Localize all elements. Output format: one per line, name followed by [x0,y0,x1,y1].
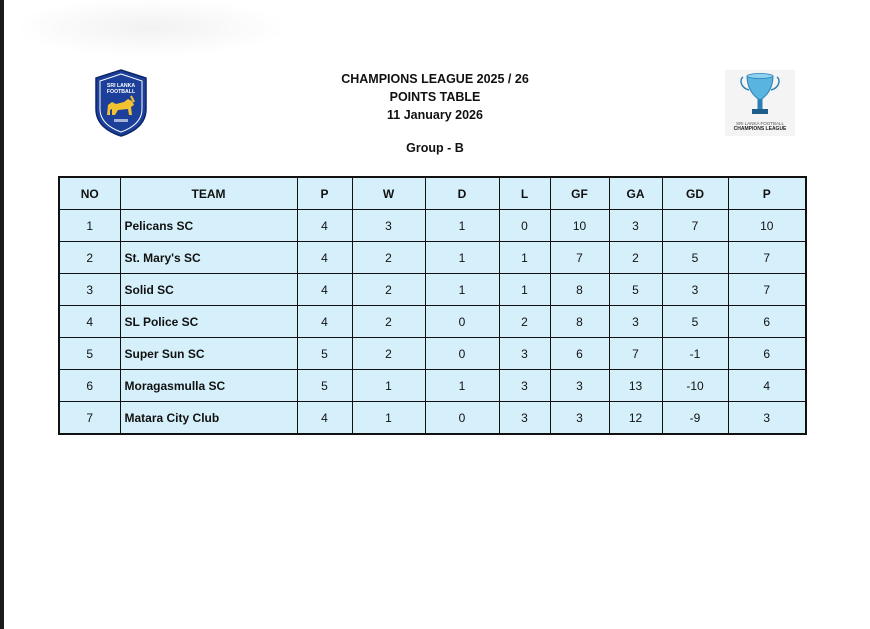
col-header-team: TEAM [120,177,297,210]
cell-no: 4 [59,306,120,338]
cell-points: 3 [728,402,806,435]
cell-points: 6 [728,338,806,370]
cell-goals-against: 7 [609,338,662,370]
photo-smudge [20,0,280,55]
cell-team: Super Sun SC [120,338,297,370]
cell-played: 4 [297,274,352,306]
cell-played: 5 [297,338,352,370]
points-table [58,176,807,435]
cell-team: Matara City Club [120,402,297,435]
cell-points: 7 [728,274,806,306]
cell-goals-for: 3 [550,370,609,402]
cell-goal-diff: 5 [662,306,728,338]
cell-goals-against: 3 [609,306,662,338]
group-label: Group - B [406,141,464,155]
cell-goal-diff: 5 [662,242,728,274]
table-row [59,306,806,338]
col-header-goal-diff: GD [662,177,728,210]
col-header-goals-against: GA [609,177,662,210]
cell-goals-against: 13 [609,370,662,402]
cell-team: Moragasmulla SC [120,370,297,402]
champions-league-trophy-icon [725,70,795,136]
cell-goals-against: 3 [609,210,662,242]
cell-goals-for: 6 [550,338,609,370]
table-row [59,402,806,435]
cell-drawn: 1 [425,370,499,402]
cell-goals-for: 8 [550,274,609,306]
cell-team: SL Police SC [120,306,297,338]
cell-won: 2 [352,274,425,306]
cell-points: 10 [728,210,806,242]
cell-goal-diff: -10 [662,370,728,402]
cell-won: 1 [352,370,425,402]
cell-goal-diff: 7 [662,210,728,242]
cell-won: 1 [352,402,425,435]
cell-team: Pelicans SC [120,210,297,242]
cell-goals-for: 10 [550,210,609,242]
cell-points: 7 [728,242,806,274]
table-row [59,370,806,402]
cell-lost: 3 [499,402,550,435]
page-title: CHAMPIONS LEAGUE 2025 / 26 [341,72,529,86]
cell-no: 3 [59,274,120,306]
cell-lost: 0 [499,210,550,242]
cell-goal-diff: -9 [662,402,728,435]
table-row [59,338,806,370]
cell-no: 1 [59,210,120,242]
cell-points: 4 [728,370,806,402]
cell-played: 4 [297,242,352,274]
crest-text-line2: FOOTBALL [106,89,136,95]
table-row [59,242,806,274]
col-header-played: P [297,177,352,210]
cell-goals-against: 12 [609,402,662,435]
cell-won: 2 [352,242,425,274]
cell-won: 2 [352,306,425,338]
col-header-lost: L [499,177,550,210]
cell-lost: 3 [499,338,550,370]
cell-lost: 2 [499,306,550,338]
col-header-drawn: D [425,177,499,210]
cell-goal-diff: 3 [662,274,728,306]
cell-played: 4 [297,306,352,338]
cell-team: Solid SC [120,274,297,306]
cell-lost: 3 [499,370,550,402]
cell-drawn: 0 [425,306,499,338]
cell-points: 6 [728,306,806,338]
cell-goals-for: 3 [550,402,609,435]
cell-goals-for: 7 [550,242,609,274]
col-header-no: NO [59,177,120,210]
cell-no: 5 [59,338,120,370]
cell-lost: 1 [499,242,550,274]
cell-drawn: 1 [425,210,499,242]
col-header-goals-for: GF [550,177,609,210]
cell-drawn: 0 [425,402,499,435]
cell-team: St. Mary's SC [120,242,297,274]
col-header-points: P [728,177,806,210]
page-date: 11 January 2026 [387,108,483,122]
cell-played: 4 [297,210,352,242]
cell-played: 4 [297,402,352,435]
cell-drawn: 1 [425,242,499,274]
cell-goals-against: 5 [609,274,662,306]
col-header-won: W [352,177,425,210]
cell-won: 3 [352,210,425,242]
cell-goal-diff: -1 [662,338,728,370]
table-header-row [59,177,806,210]
cell-no: 7 [59,402,120,435]
table-row [59,210,806,242]
crest-text-line1: SRI LANKA [106,83,136,89]
cell-drawn: 1 [425,274,499,306]
cell-no: 2 [59,242,120,274]
page-subtitle: POINTS TABLE [389,90,481,104]
cell-no: 6 [59,370,120,402]
cell-won: 2 [352,338,425,370]
table-row [59,274,806,306]
trophy-caption-line2: CHAMPIONS LEAGUE [733,126,787,132]
trophy-caption-line1: SRI LANKA FOOTBALL [735,121,785,126]
cell-lost: 1 [499,274,550,306]
cell-goals-for: 8 [550,306,609,338]
cell-played: 5 [297,370,352,402]
cell-drawn: 0 [425,338,499,370]
cell-goals-against: 2 [609,242,662,274]
